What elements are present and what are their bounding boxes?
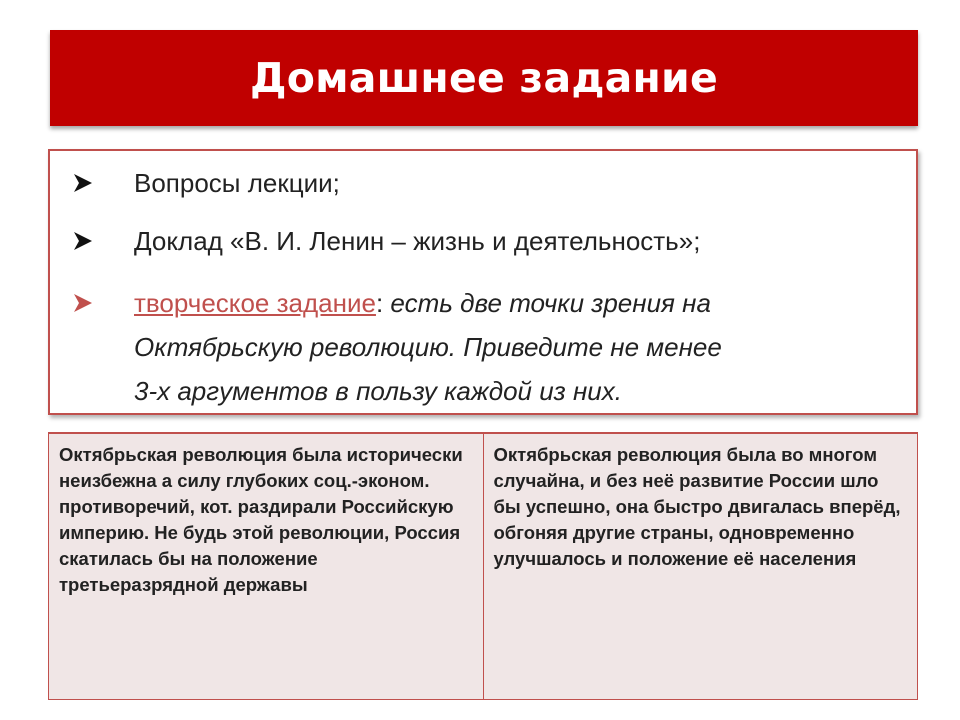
arrow-bullet-icon bbox=[72, 281, 96, 325]
bullet-text: Вопросы лекции; bbox=[134, 168, 340, 198]
bullet-text bbox=[134, 281, 722, 413]
task-line-2: Октябрьскую революцию. Приведите не менее bbox=[134, 332, 722, 362]
homework-task-box bbox=[48, 149, 918, 415]
task-line-1: есть две точки зрения на bbox=[383, 288, 711, 318]
table-cell-left: Октябрьская революция была исторически неизбежна а силу глубоких соц.-эконом. противоречий, кот. раздирали Российскую империю. Не будь этой революции, Россия скатилась бы на положение третьеразрядной державы bbox=[49, 433, 484, 700]
page-title: Домашнее задание bbox=[250, 54, 718, 102]
table-cell-right: Октябрьская революция была во многом случайна, и без неё развитие России шло бы успешно, она быстро двигалась вперёд, обгоняя другие страны, одновременно улучшалось и положение её населения bbox=[483, 433, 918, 700]
title-banner bbox=[50, 30, 918, 126]
bullet-text: Доклад «В. И. Ленин – жизнь и деятельность»; bbox=[134, 226, 701, 256]
table-row bbox=[49, 433, 918, 700]
task-line-3: 3-х аргументов в пользу каждой из них. bbox=[134, 376, 622, 406]
arrow-bullet-icon bbox=[72, 219, 96, 263]
colon: : bbox=[375, 288, 384, 318]
arrow-bullet-icon bbox=[72, 161, 96, 205]
comparison-table bbox=[48, 432, 918, 700]
creative-task-link[interactable]: творческое задание bbox=[134, 288, 376, 318]
